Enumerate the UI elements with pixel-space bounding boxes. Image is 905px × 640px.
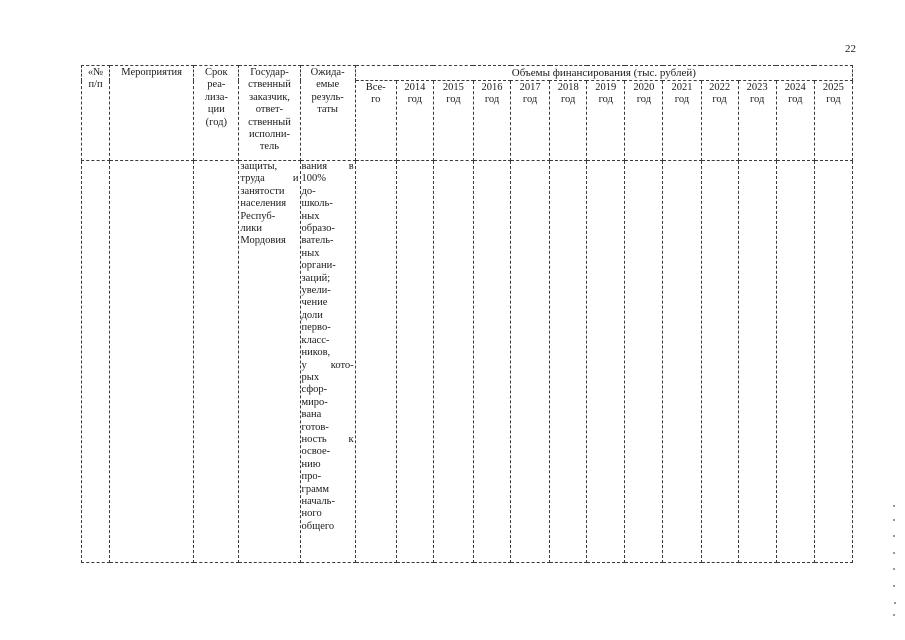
cell-period	[194, 161, 239, 563]
results-line: до-	[301, 185, 316, 197]
cell-year-2021	[663, 161, 701, 563]
results-line: доли	[301, 309, 323, 321]
customer-line: занятости	[240, 185, 285, 197]
header-results-text: Ожида- емые резуль- таты	[310, 67, 345, 116]
header-year-2021-text: 2021 год	[671, 82, 693, 106]
page-number: 22	[845, 43, 856, 55]
cell-year-2025	[814, 161, 852, 563]
results-line: ных	[301, 247, 320, 259]
results-line: про-	[301, 471, 322, 483]
header-year-2019	[587, 81, 625, 161]
header-measures-text: Мероприятия	[121, 67, 183, 78]
cell-year-2015	[433, 161, 473, 563]
header-total-text: Все- го	[365, 82, 386, 106]
results-line: класс-	[301, 334, 330, 346]
results-line: ность к	[301, 433, 354, 445]
results-line: освое-	[301, 446, 331, 458]
results-line: увели-	[301, 285, 331, 297]
cell-customer	[239, 161, 300, 563]
header-period-text: Срок реа- лиза- ции (год)	[204, 67, 228, 128]
header-number	[82, 66, 110, 161]
header-year-2024	[776, 81, 814, 161]
cell-year-2017	[511, 161, 550, 563]
cell-year-2014	[396, 161, 433, 563]
cell-year-2022	[701, 161, 738, 563]
header-year-2023	[738, 81, 776, 161]
cell-year-2016	[473, 161, 510, 563]
results-line: ников,	[301, 347, 331, 359]
header-customer-text: Государ- ственный заказчик, ответ- ственный исполни- тель	[248, 67, 291, 153]
header-year-2017-text: 2017 год	[519, 82, 541, 106]
header-year-2022-text: 2022 год	[709, 82, 731, 106]
header-year-2022	[701, 81, 738, 161]
header-customer	[239, 66, 300, 161]
header-number-text: «№ п/п	[87, 67, 104, 91]
header-year-2023-text: 2023 год	[746, 82, 768, 106]
results-line: образо-	[301, 223, 335, 235]
header-year-2025-text: 2025 год	[822, 82, 844, 106]
funding-table	[81, 65, 853, 563]
scan-margin-marks	[893, 505, 899, 625]
header-year-2016-text: 2016 год	[481, 82, 503, 106]
results-line: ватель-	[301, 235, 334, 247]
results-line: школь-	[301, 198, 333, 210]
results-line: миро-	[301, 396, 328, 408]
results-line: у кото-	[301, 359, 354, 371]
results-line: заций;	[301, 272, 331, 284]
results-line: рых	[301, 371, 320, 383]
header-results	[300, 66, 355, 161]
header-year-2014-text: 2014 год	[404, 82, 426, 106]
cell-year-2023	[738, 161, 776, 563]
results-line: началь-	[301, 495, 335, 507]
results-line: сфор-	[301, 384, 328, 396]
results-line: ных	[301, 210, 320, 222]
header-funding-text: Объемы финансирования (тыс. рублей)	[511, 67, 696, 79]
customer-line: Мордовия	[240, 235, 286, 247]
header-year-2019-text: 2019 год	[595, 82, 617, 106]
cell-year-2024	[776, 161, 814, 563]
results-line: готов-	[301, 421, 329, 433]
header-year-2018	[550, 81, 587, 161]
results-line: общего	[301, 520, 335, 532]
header-year-2024-text: 2024 год	[784, 82, 806, 106]
customer-line: Респуб-	[240, 210, 276, 222]
cell-total	[355, 161, 396, 563]
header-year-2021	[663, 81, 701, 161]
results-line: вания в	[301, 161, 354, 172]
cell-number	[82, 161, 110, 563]
header-measures	[110, 66, 194, 161]
header-year-2025	[814, 81, 852, 161]
results-line: 100%	[301, 173, 327, 185]
header-year-2018-text: 2018 год	[557, 82, 579, 106]
results-line: перво-	[301, 322, 331, 334]
results-line: грамм	[301, 483, 330, 495]
header-year-2014	[396, 81, 433, 161]
results-line: органи-	[301, 260, 336, 272]
header-year-2020-text: 2020 год	[633, 82, 655, 106]
header-year-2016	[473, 81, 510, 161]
header-period	[194, 66, 239, 161]
cell-results	[300, 161, 355, 563]
customer-line: населения	[240, 198, 287, 210]
header-year-2017	[511, 81, 550, 161]
results-line: ного	[301, 508, 322, 520]
header-total	[355, 81, 396, 161]
header-year-2020	[625, 81, 663, 161]
header-funding	[355, 66, 852, 81]
cell-year-2020	[625, 161, 663, 563]
customer-line: защиты,	[240, 161, 278, 172]
results-line: нию	[301, 458, 321, 470]
results-line: чение	[301, 297, 328, 309]
cell-year-2018	[550, 161, 587, 563]
customer-line: лики	[240, 223, 262, 235]
cell-measures	[110, 161, 194, 563]
customer-line: труда и	[240, 173, 299, 185]
header-year-2015-text: 2015 год	[442, 82, 464, 106]
table-row	[82, 161, 853, 563]
header-year-2015	[433, 81, 473, 161]
results-line: вана	[301, 409, 322, 421]
cell-year-2019	[587, 161, 625, 563]
